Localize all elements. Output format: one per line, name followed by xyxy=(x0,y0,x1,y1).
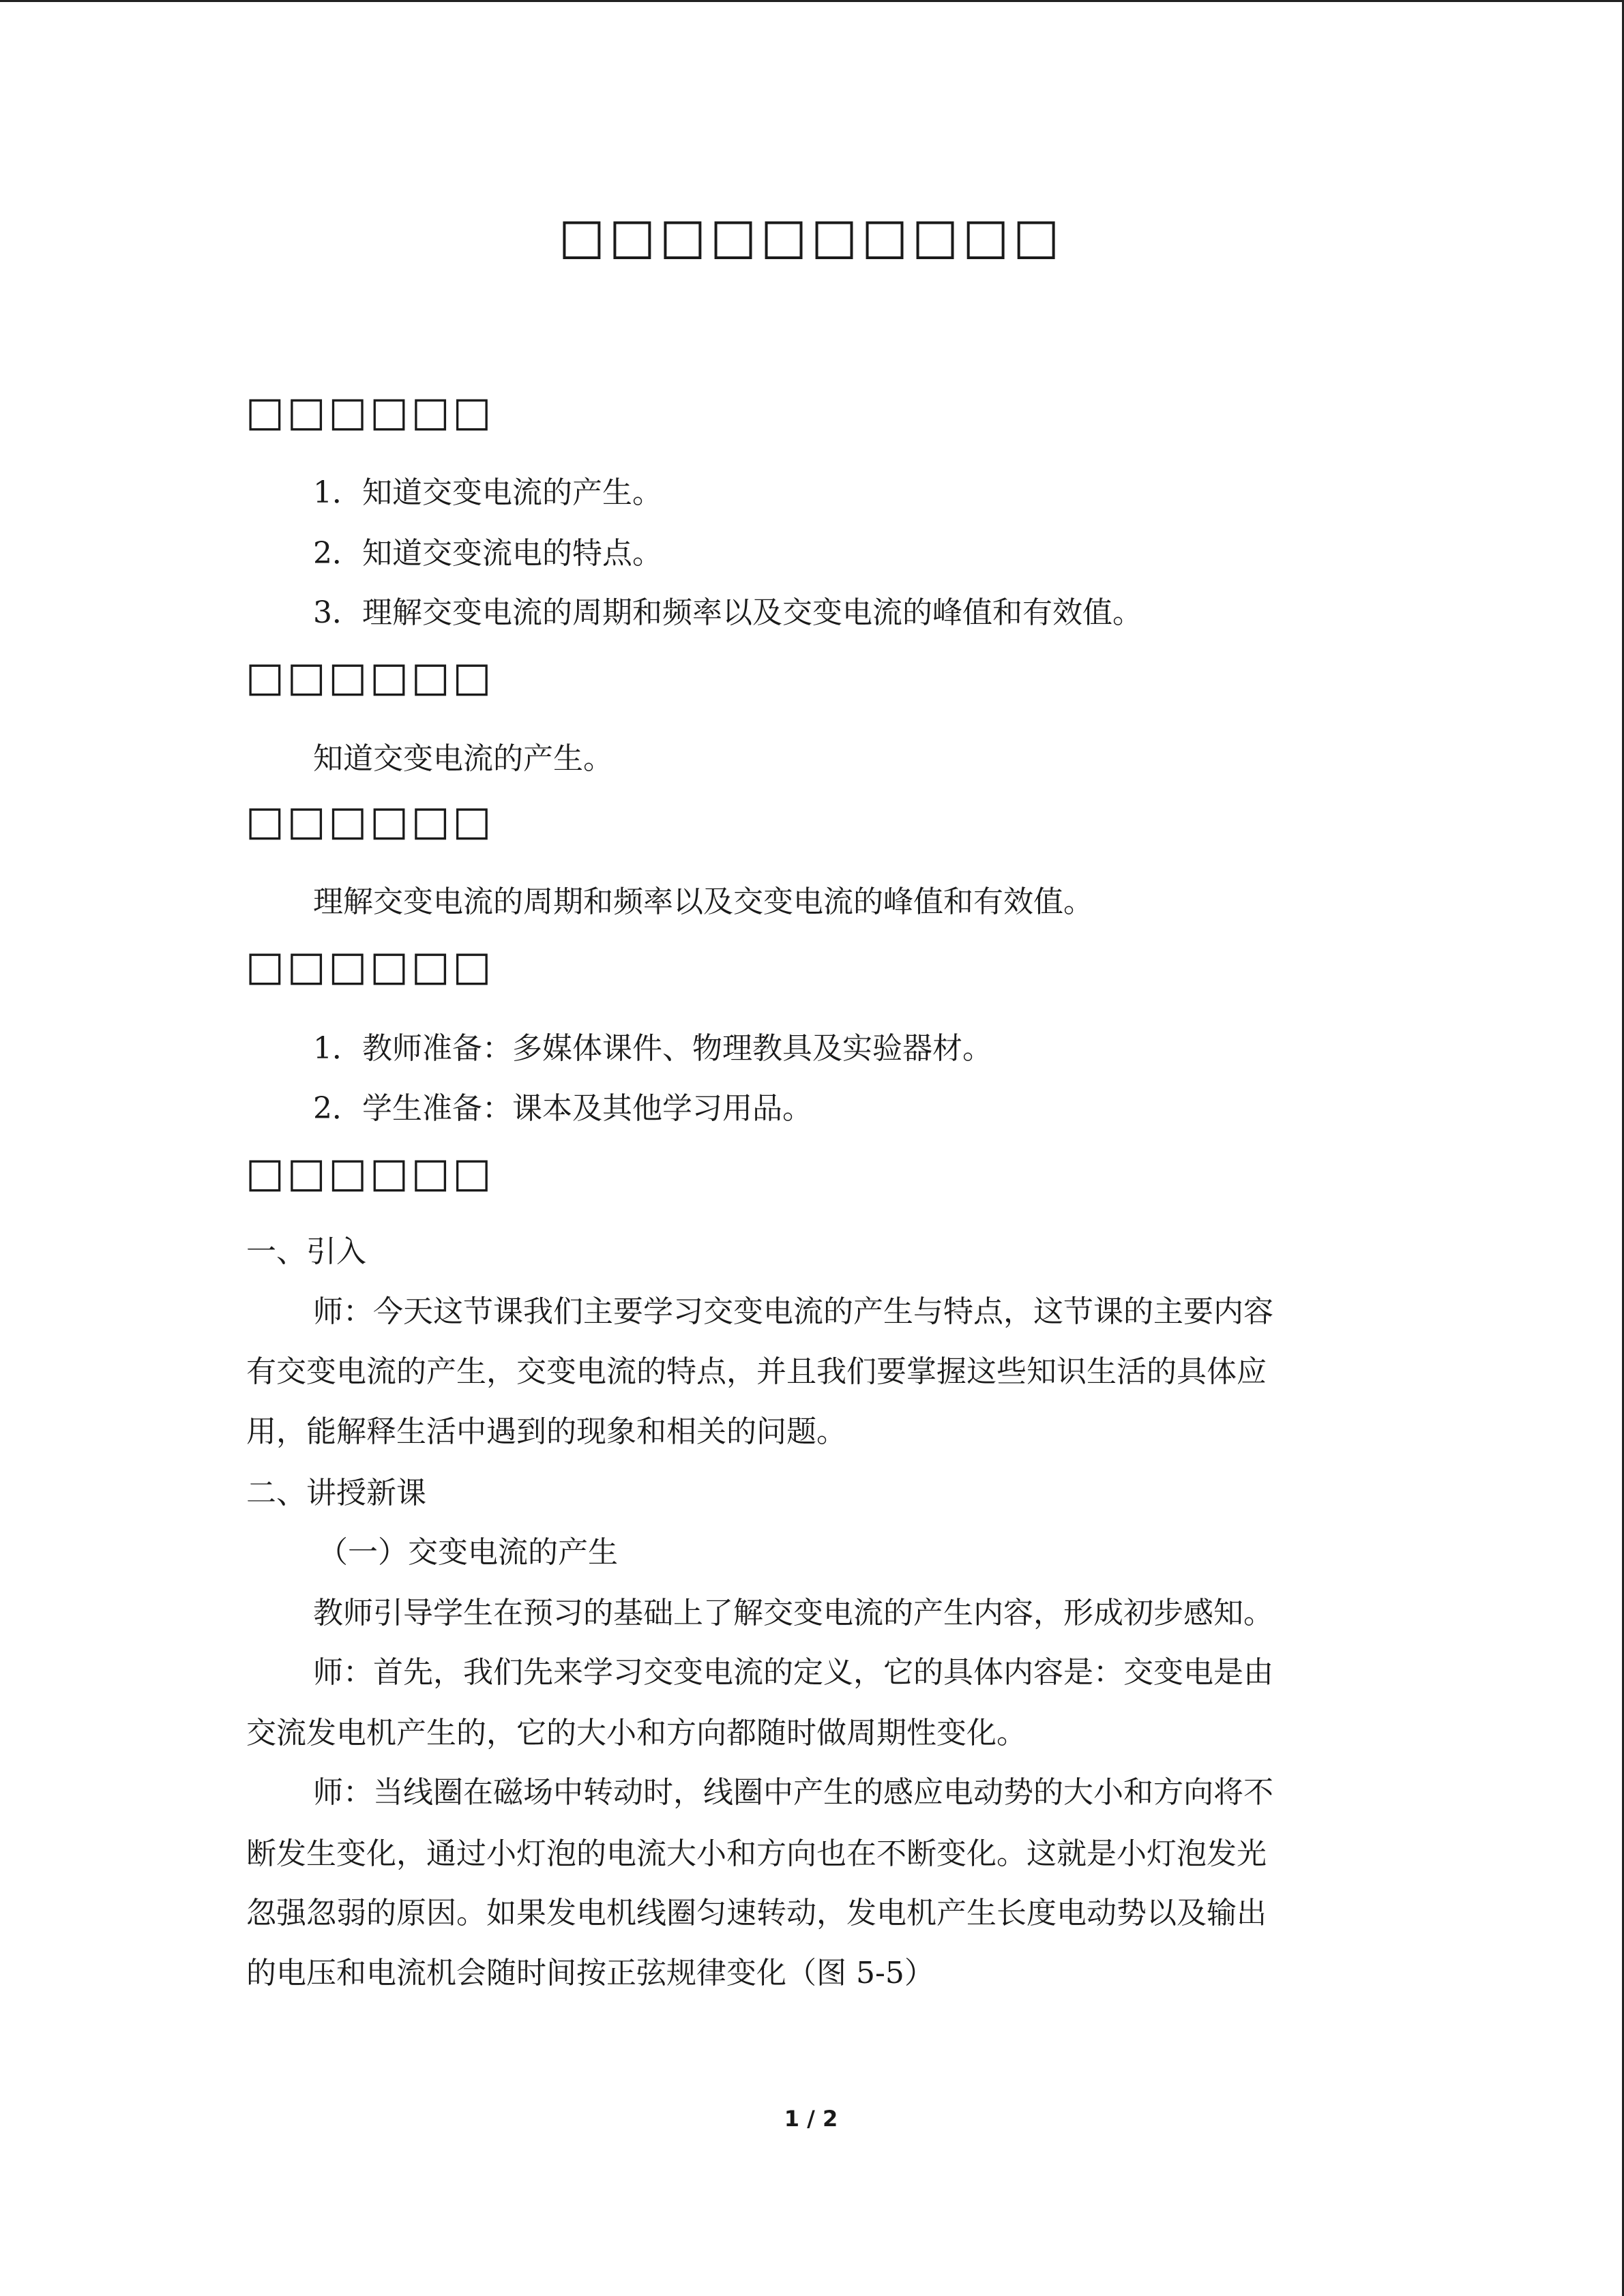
paragraph-line: 师：首先，我们先来学习交变电流的定义，它的具体内容是：交变电是由 xyxy=(313,1655,1273,1690)
paragraph-line: 教师引导学生在预习的基础上了解交变电流的产生内容，形成初步感知。 xyxy=(313,1596,1273,1630)
list-item: 1．知道交变电流的产生。 xyxy=(313,475,662,510)
paragraph-line: 二、讲授新课 xyxy=(246,1476,426,1510)
section-heading-key-point: □□□□□□ xyxy=(246,653,494,701)
list-item: 2．知道交变流电的特点。 xyxy=(313,536,662,571)
paragraph-line: 交流发电机产生的，它的大小和方向都随时做周期性变化。 xyxy=(246,1716,1027,1750)
list-item: 1．教师准备：多媒体课件、物理教具及实验器材。 xyxy=(313,1031,992,1066)
paragraph-line: 的电压和电流机会随时间按正弦规律变化（图 5-5） xyxy=(246,1956,934,1991)
section-heading-process: □□□□□□ xyxy=(246,1149,494,1197)
paragraph-line: 师：当线圈在磁场中转动时，线圈中产生的感应电动势的大小和方向将不 xyxy=(313,1775,1273,1810)
section-heading-preparation: □□□□□□ xyxy=(246,942,494,990)
paragraph-line: 师：今天这节课我们主要学习交变电流的产生与特点，这节课的主要内容 xyxy=(313,1294,1273,1329)
list-item: 2．学生准备：课本及其他学习用品。 xyxy=(313,1091,812,1126)
paragraph: 理解交变电流的周期和频率以及交变电流的峰值和有效值。 xyxy=(313,884,1093,919)
paragraph-line: 断发生变化，通过小灯泡的电流大小和方向也在不断变化。这就是小灯泡发光 xyxy=(246,1836,1267,1871)
section-heading-goals: □□□□□□ xyxy=(246,388,494,436)
list-item: 3．理解交变电流的周期和频率以及交变电流的峰值和有效值。 xyxy=(313,595,1142,630)
paragraph-line: 有交变电流的产生，交变电流的特点，并且我们要掌握这些知识生活的具体应 xyxy=(246,1354,1267,1389)
paragraph-line: （一）交变电流的产生 xyxy=(318,1535,618,1570)
paragraph-line: 一、引入 xyxy=(246,1234,366,1269)
paragraph-line: 忽强忽弱的原因。如果发电机线圈匀速转动，发电机产生长度电动势以及输出 xyxy=(246,1896,1267,1930)
section-heading-difficulty: □□□□□□ xyxy=(246,797,494,845)
paragraph: 知道交变电流的产生。 xyxy=(313,741,613,776)
page-number: 1 / 2 xyxy=(784,2106,838,2132)
page-title: □□□□□□□□□□ xyxy=(558,207,1064,265)
paragraph-line: 用，能解释生活中遇到的现象和相关的问题。 xyxy=(246,1414,846,1449)
